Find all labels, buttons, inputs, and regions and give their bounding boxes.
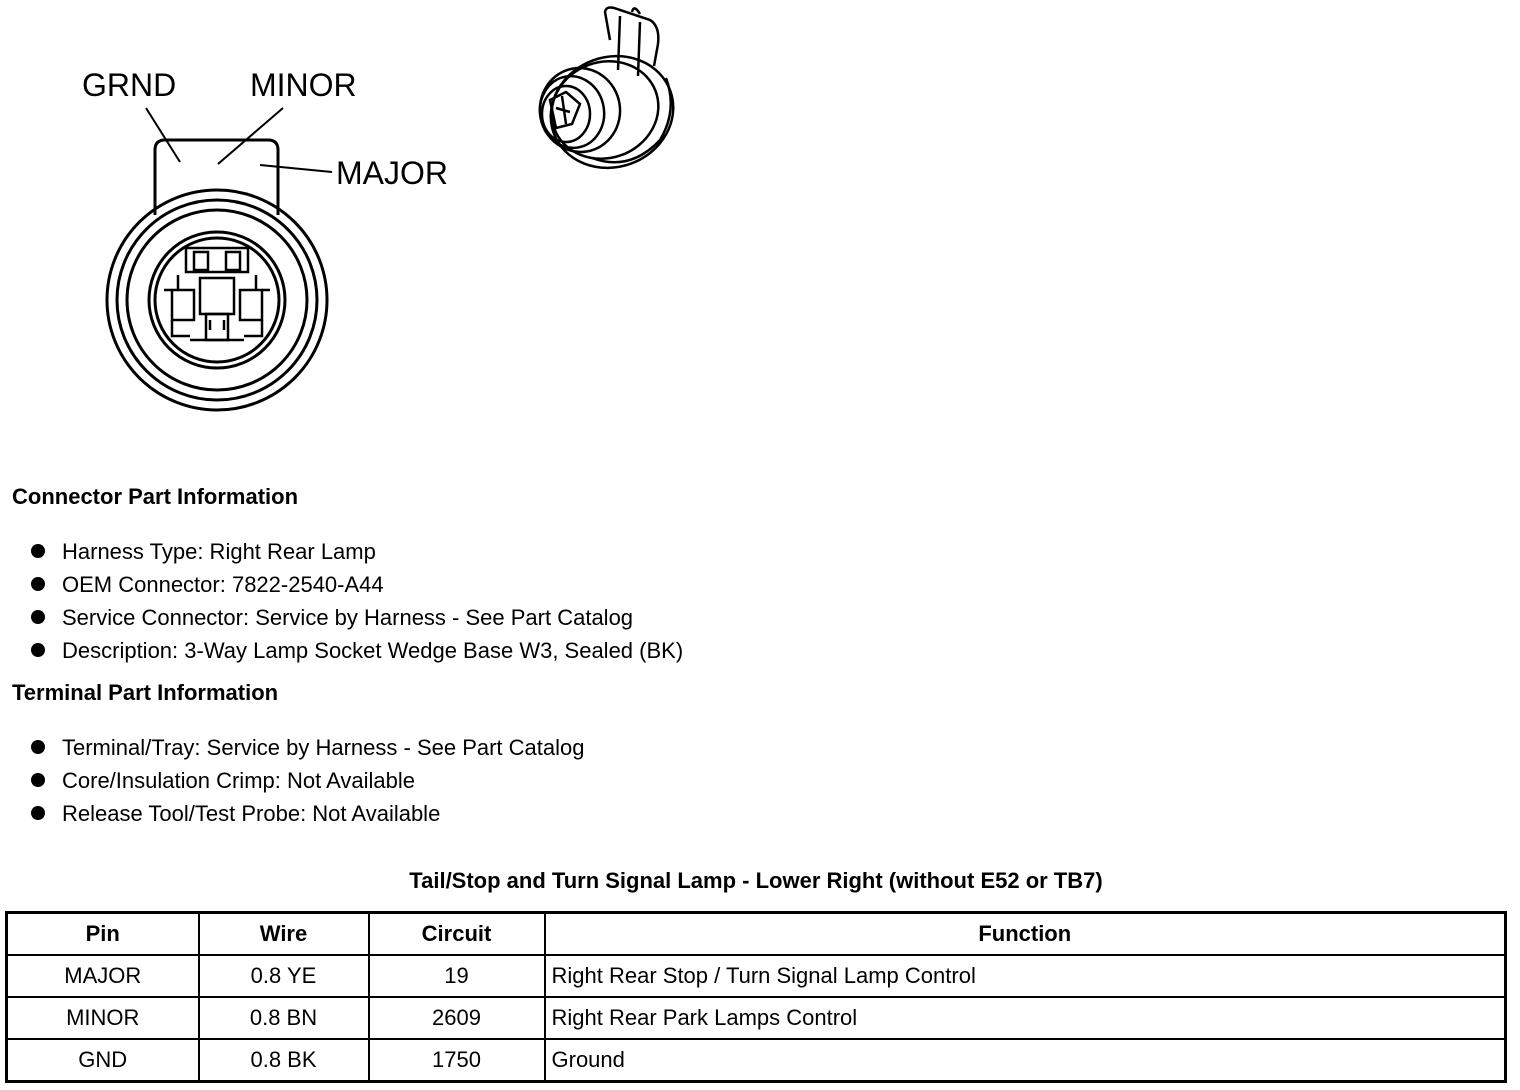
connector-iso-view xyxy=(533,8,689,185)
list-item xyxy=(28,568,683,601)
header-circuit: Circuit xyxy=(369,913,545,956)
bullet-icon xyxy=(31,806,45,820)
list-item xyxy=(28,731,585,764)
connector-diagram xyxy=(0,0,720,420)
table-row xyxy=(7,955,1506,997)
list-item xyxy=(28,764,585,797)
terminal-info-title: Terminal Part Information xyxy=(12,680,279,705)
bullet-icon xyxy=(31,773,45,787)
connector-harness-type: Harness Type: Right Rear Lamp xyxy=(62,539,376,564)
cell-wire: 0.8 BN xyxy=(199,997,369,1039)
table-row xyxy=(7,1039,1506,1082)
cell-pin: GND xyxy=(7,1039,199,1082)
terminal-info-list xyxy=(28,731,585,830)
table-title: Tail/Stop and Turn Signal Lamp - Lower Right (without E52 or TB7) xyxy=(409,868,1103,893)
cell-pin: MINOR xyxy=(7,997,199,1039)
cell-circuit: 2609 xyxy=(369,997,545,1039)
bullet-icon xyxy=(31,610,45,624)
terminal-release-tool: Release Tool/Test Probe: Not Available xyxy=(62,801,441,826)
cell-wire: 0.8 YE xyxy=(199,955,369,997)
terminal-tray: Terminal/Tray: Service by Harness - See Part Catalog xyxy=(62,735,585,760)
cell-wire: 0.8 BK xyxy=(199,1039,369,1082)
list-item xyxy=(28,601,683,634)
terminal-crimp: Core/Insulation Crimp: Not Available xyxy=(62,768,415,793)
header-wire: Wire xyxy=(199,913,369,956)
grnd-label: GRND xyxy=(82,67,177,103)
cell-function: Right Rear Stop / Turn Signal Lamp Control xyxy=(545,955,1506,997)
list-item xyxy=(28,634,683,667)
cell-function: Right Rear Park Lamps Control xyxy=(545,997,1506,1039)
bullet-icon xyxy=(31,643,45,657)
connector-info-title: Connector Part Information xyxy=(12,484,299,509)
header-function: Function xyxy=(545,913,1506,956)
bullet-icon xyxy=(31,577,45,591)
list-item xyxy=(28,535,683,568)
cell-circuit: 1750 xyxy=(369,1039,545,1082)
bullet-icon xyxy=(31,740,45,754)
table-row xyxy=(7,997,1506,1039)
minor-label: MINOR xyxy=(250,67,357,103)
table-header-row xyxy=(7,913,1506,956)
cell-function: Ground xyxy=(545,1039,1506,1082)
cell-pin: MAJOR xyxy=(7,955,199,997)
header-pin: Pin xyxy=(7,913,199,956)
cell-circuit: 19 xyxy=(369,955,545,997)
major-label: MAJOR xyxy=(336,155,448,191)
bullet-icon xyxy=(31,544,45,558)
connector-face-view xyxy=(107,108,332,410)
connector-oem: OEM Connector: 7822-2540-A44 xyxy=(62,572,384,597)
pin-table xyxy=(5,911,1507,1083)
connector-service: Service Connector: Service by Harness - See Part Catalog xyxy=(62,605,634,630)
list-item xyxy=(28,797,585,830)
connector-info-list xyxy=(28,535,683,667)
connector-description: Description: 3-Way Lamp Socket Wedge Base W3, Sealed (BK) xyxy=(62,638,684,663)
